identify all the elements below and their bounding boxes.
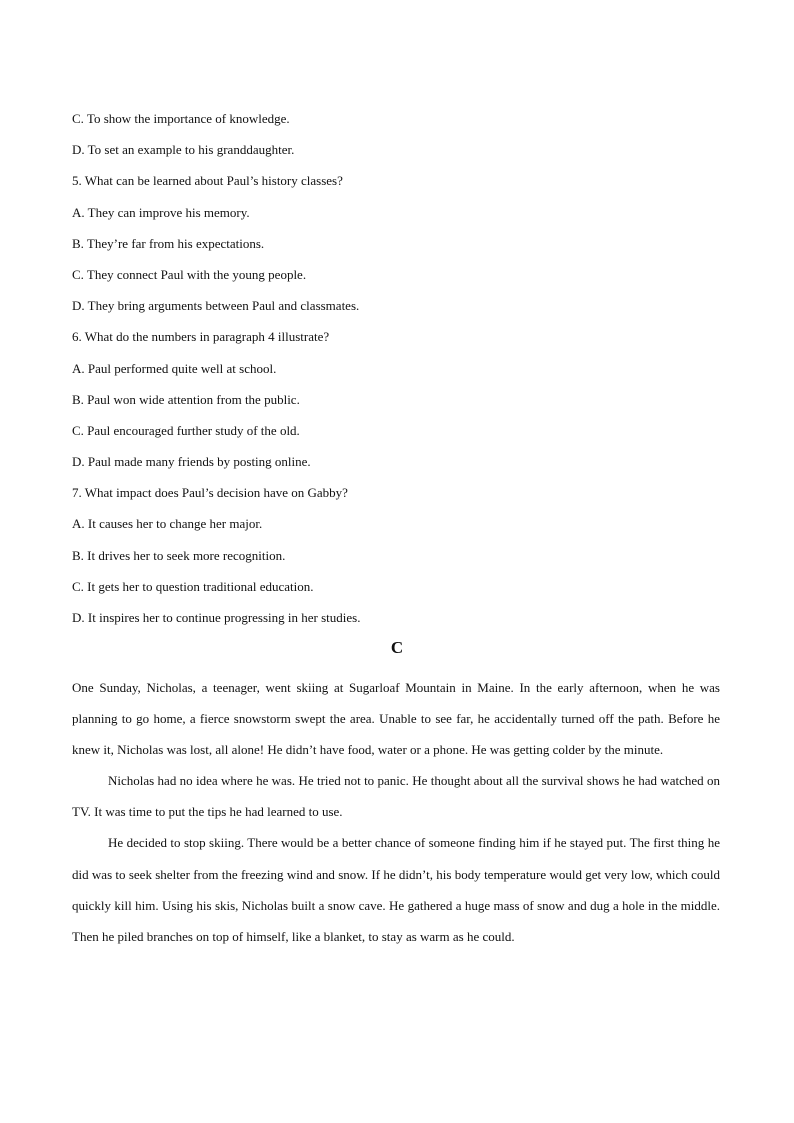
section-heading: C xyxy=(390,638,404,657)
option-line: D. To set an example to his granddaughter. xyxy=(72,142,295,158)
option-line: C. They connect Paul with the young people. xyxy=(72,266,307,282)
option-line: A. They can improve his memory. xyxy=(72,204,250,220)
option-line: C. It gets her to question traditional education. xyxy=(72,578,314,594)
option-line: A. It causes her to change her major. xyxy=(72,516,263,532)
passage-paragraph: He decided to stop skiing. There would be a better chance of someone finding him if he stayed put. The first thing he did was to seek shelter from the freezing wind and snow. If he didn’t, his body temperature would get very low, which could quickly kill him. Using his skis, Nicholas built a snow cave. He gathered a huge mass of snow and dug a hole in the middle. Then he piled branches on top of himself, like a blanket, to stay as warm as he could. xyxy=(72,835,720,944)
option-line: C. To show the importance of knowledge. xyxy=(72,111,290,126)
option-line: D. It inspires her to continue progressing in her studies. xyxy=(72,610,361,625)
passage-paragraph: One Sunday, Nicholas, a teenager, went skiing at Sugarloaf Mountain in Maine. In the early afternoon, when he was planning to go home, a fierce snowstorm swept the area. Unable to see far, he accidentally turned off the path. Before he knew it, Nicholas was lost, all alone! He didn’t have food, water or a phone. He was getting colder by the minute. xyxy=(72,680,720,758)
question-6: 6. What do the numbers in paragraph 4 illustrate? xyxy=(72,329,330,345)
reading-passage xyxy=(72,672,720,952)
option-line: D. They bring arguments between Paul and classmates. xyxy=(72,298,360,314)
option-line: B. They’re far from his expectations. xyxy=(72,235,265,251)
question-7: 7. What impact does Paul’s decision have on Gabby? xyxy=(72,485,348,501)
question-options xyxy=(72,103,732,633)
option-line: C. Paul encouraged further study of the old. xyxy=(72,422,300,438)
option-line: B. Paul won wide attention from the public. xyxy=(72,391,300,407)
option-line: B. It drives her to seek more recognition. xyxy=(72,547,286,563)
passage-paragraph: Nicholas had no idea where he was. He tried not to panic. He thought about all the survival shows he had watched on TV. It was time to put the tips he had learned to use. xyxy=(72,773,720,820)
option-line: A. Paul performed quite well at school. xyxy=(72,360,277,376)
option-line: D. Paul made many friends by posting online. xyxy=(72,454,311,470)
question-5: 5. What can be learned about Paul’s history classes? xyxy=(72,173,343,189)
